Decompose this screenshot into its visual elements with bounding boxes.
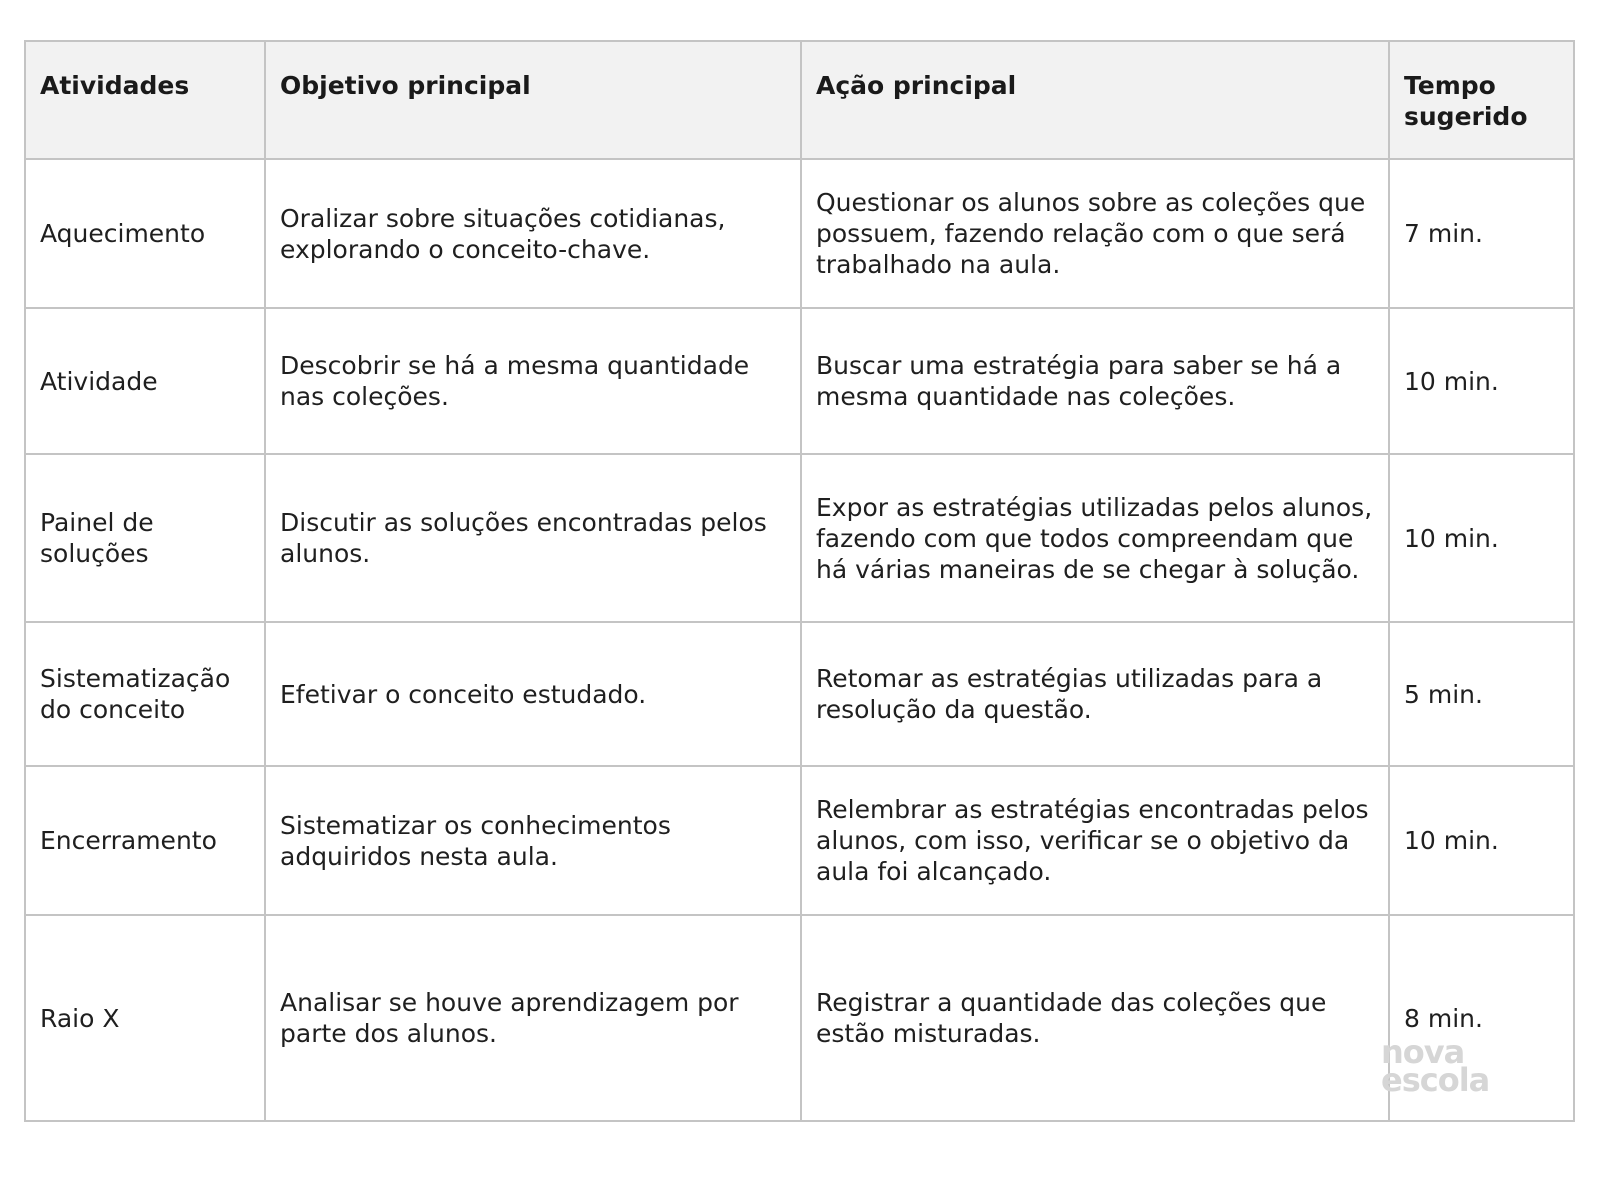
header-row bbox=[25, 41, 1574, 159]
table-row bbox=[25, 766, 1574, 915]
cell-objetivo: Oralizar sobre situações cotidianas, explorando o conceito-chave. bbox=[265, 159, 801, 308]
cell-atividade: Aquecimento bbox=[25, 159, 265, 308]
table-row bbox=[25, 622, 1574, 766]
lesson-plan-table bbox=[24, 40, 1575, 1122]
cell-objetivo: Discutir as soluções encontradas pelos alunos. bbox=[265, 454, 801, 622]
cell-acao: Registrar a quantidade das coleções que estão misturadas. bbox=[801, 915, 1389, 1121]
cell-objetivo: Analisar se houve aprendizagem por parte dos alunos. bbox=[265, 915, 801, 1121]
cell-acao: Retomar as estratégias utilizadas para a resolução da questão. bbox=[801, 622, 1389, 766]
watermark-line-2: escola bbox=[1381, 1061, 1490, 1099]
cell-atividade: Painel de soluções bbox=[25, 454, 265, 622]
cell-atividade: Atividade bbox=[25, 308, 265, 454]
cell-tempo: 10 min. bbox=[1389, 454, 1574, 622]
table-row bbox=[25, 159, 1574, 308]
cell-tempo: 7 min. bbox=[1389, 159, 1574, 308]
cell-acao: Relembrar as estratégias encontradas pelos alunos, com isso, verificar se o objetivo da aula foi alcançado. bbox=[801, 766, 1389, 915]
header-objetivo-principal: Objetivo principal bbox=[265, 41, 801, 159]
cell-atividade: Sistematização do conceito bbox=[25, 622, 265, 766]
watermark-line-1: nova bbox=[1381, 1033, 1465, 1071]
cell-tempo: 10 min. bbox=[1389, 766, 1574, 915]
cell-tempo: 10 min. bbox=[1389, 308, 1574, 454]
cell-tempo: 8 min. bbox=[1389, 915, 1574, 1121]
cell-acao: Expor as estratégias utilizadas pelos alunos, fazendo com que todos compreendam que há várias maneiras de se chegar à solução. bbox=[801, 454, 1389, 622]
header-acao-principal: Ação principal bbox=[801, 41, 1389, 159]
table-row bbox=[25, 915, 1574, 1121]
cell-tempo: 5 min. bbox=[1389, 622, 1574, 766]
header-tempo-sugerido: Tempo sugerido bbox=[1389, 41, 1574, 159]
cell-objetivo: Efetivar o conceito estudado. bbox=[265, 622, 801, 766]
cell-acao: Buscar uma estratégia para saber se há a mesma quantidade nas coleções. bbox=[801, 308, 1389, 454]
cell-atividade: Raio X bbox=[25, 915, 265, 1121]
header-atividades: Atividades bbox=[25, 41, 265, 159]
table-row bbox=[25, 308, 1574, 454]
cell-atividade: Encerramento bbox=[25, 766, 265, 915]
cell-objetivo: Sistematizar os conhecimentos adquiridos nesta aula. bbox=[265, 766, 801, 915]
cell-acao: Questionar os alunos sobre as coleções que possuem, fazendo relação com o que será trabalhado na aula. bbox=[801, 159, 1389, 308]
table-row bbox=[25, 454, 1574, 622]
cell-objetivo: Descobrir se há a mesma quantidade nas coleções. bbox=[265, 308, 801, 454]
